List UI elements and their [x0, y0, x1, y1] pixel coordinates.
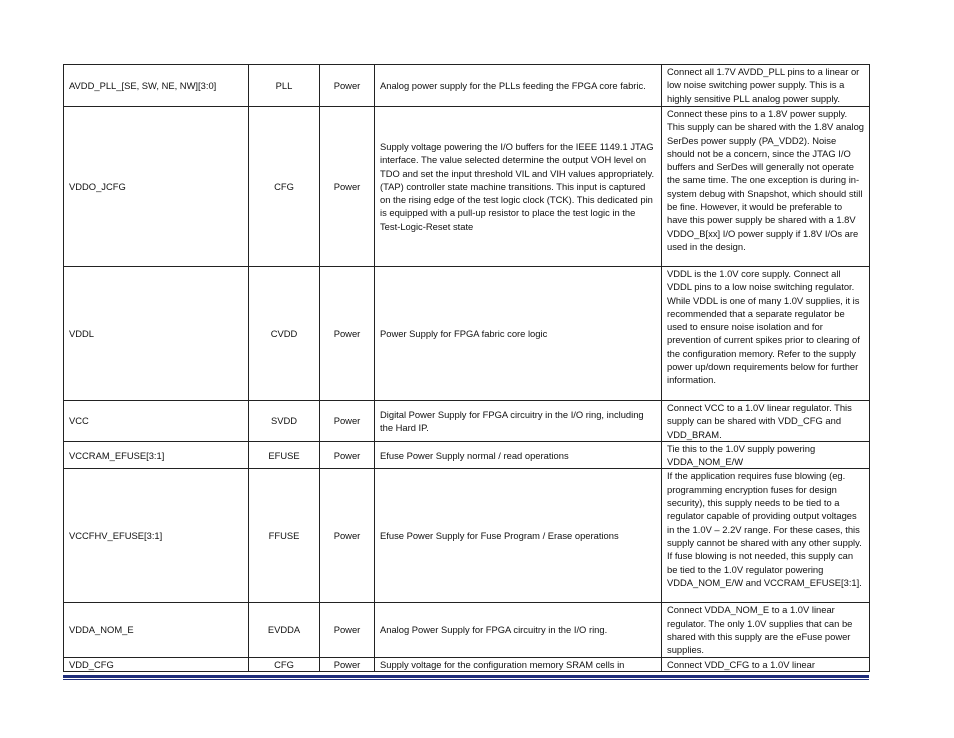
pin-connection-notes: Connect all 1.7V AVDD_PLL pins to a linear or low noise switching power supply. This is a highly sensitive PLL analog power supply.: [662, 65, 870, 107]
pin-name: VCCRAM_EFUSE[3:1]: [64, 441, 249, 469]
pin-description: Analog Power Supply for FPGA circuitry in the I/O ring.: [375, 603, 662, 657]
table-row: [64, 441, 870, 469]
pin-bank: CFG: [249, 657, 320, 671]
pin-connection-notes: Connect VCC to a 1.0V linear regulator. This supply can be shared with VDD_CFG and VDD_BRAM.: [662, 401, 870, 442]
pin-name: VDDL: [64, 267, 249, 401]
table-row: [64, 267, 870, 401]
pin-connection-notes: Connect VDD_CFG to a 1.0V linear: [662, 657, 870, 671]
pin-bank: PLL: [249, 65, 320, 107]
pin-description: Supply voltage for the configuration memory SRAM cells in: [375, 657, 662, 671]
pin-type: Power: [320, 401, 375, 442]
pin-type: Power: [320, 657, 375, 671]
pin-type: Power: [320, 441, 375, 469]
pin-connection-notes: Tie this to the 1.0V supply powering VDDA_NOM_E/W: [662, 441, 870, 469]
pin-type: Power: [320, 603, 375, 657]
pin-description: Efuse Power Supply normal / read operations: [375, 441, 662, 469]
pin-name: AVDD_PLL_[SE, SW, NE, NW][3:0]: [64, 65, 249, 107]
table-row: [64, 65, 870, 107]
pin-name: VDDO_JCFG: [64, 107, 249, 267]
pin-bank: SVDD: [249, 401, 320, 442]
pin-type: Power: [320, 65, 375, 107]
pin-type: Power: [320, 107, 375, 267]
pin-description: Digital Power Supply for FPGA circuitry in the I/O ring, including the Hard IP.: [375, 401, 662, 442]
table-row: [64, 603, 870, 657]
footer-divider: [63, 675, 869, 678]
pin-bank: CFG: [249, 107, 320, 267]
footer-divider-thin: [63, 679, 869, 680]
pin-description-table: [63, 64, 870, 672]
table-row: [64, 657, 870, 671]
table-row: [64, 401, 870, 442]
pin-name: VCC: [64, 401, 249, 442]
pin-type: Power: [320, 267, 375, 401]
pin-description: Power Supply for FPGA fabric core logic: [375, 267, 662, 401]
pin-description: Supply voltage powering the I/O buffers for the IEEE 1149.1 JTAG interface. The value selected determine the output VOH level on TDO and set the input threshold VIL and VIH values appropriately. (TAP) controller state machine transitions. This input is captured on the rising edge of the test logic clock (TCK). This dedicated pin is equipped with a pull-up resistor to place the test logic in the Test-Logic-Reset state: [375, 107, 662, 267]
table-row: [64, 469, 870, 603]
table-row: [64, 107, 870, 267]
pin-name: VCCFHV_EFUSE[3:1]: [64, 469, 249, 603]
pin-connection-notes: Connect these pins to a 1.8V power supply. This supply can be shared with the 1.8V analog SerDes power supply (PA_VDD2). Noise should not be a concern, since the JTAG I/O buffers and SerDes will generally not operate the same time. The one exception is during in-system debug with Snapshot, which should still be fine. However, it would be preferable to have this power supply be shared with a 1.8V VDDO_B[xx] I/O power supply if 1.8V I/Os are used in the design.: [662, 107, 870, 267]
pin-description: Analog power supply for the PLLs feeding the FPGA core fabric.: [375, 65, 662, 107]
pin-bank: FFUSE: [249, 469, 320, 603]
pin-description: Efuse Power Supply for Fuse Program / Erase operations: [375, 469, 662, 603]
pin-bank: EVDDA: [249, 603, 320, 657]
pin-type: Power: [320, 469, 375, 603]
pin-connection-notes: VDDL is the 1.0V core supply. Connect all VDDL pins to a low noise switching regulator. While VDDL is one of many 1.0V supplies, it is recommended that a separate regulator be used to ensure noise isolation and for prevention of current spikes prior to clearing of the configuration memory. Refer to the supply power up/down requirements below for further information.: [662, 267, 870, 401]
pin-name: VDD_CFG: [64, 657, 249, 671]
pin-name: VDDA_NOM_E: [64, 603, 249, 657]
pin-connection-notes: If the application requires fuse blowing (eg. programming encryption fuses for design security), this supply needs to be tied to a regulator capable of providing output voltages in the 1.0V – 2.2V range. For these cases, this supply cannot be shared with any other supply. If fuse blowing is not needed, this supply can be tied to the 1.0V regulator powering VDDA_NOM_E/W and VCCRAM_EFUSE[3:1].: [662, 469, 870, 603]
pin-connection-notes: Connect VDDA_NOM_E to a 1.0V linear regulator. The only 1.0V supplies that can be shared with this supply are the eFuse power supplies.: [662, 603, 870, 657]
pin-bank: CVDD: [249, 267, 320, 401]
pin-bank: EFUSE: [249, 441, 320, 469]
